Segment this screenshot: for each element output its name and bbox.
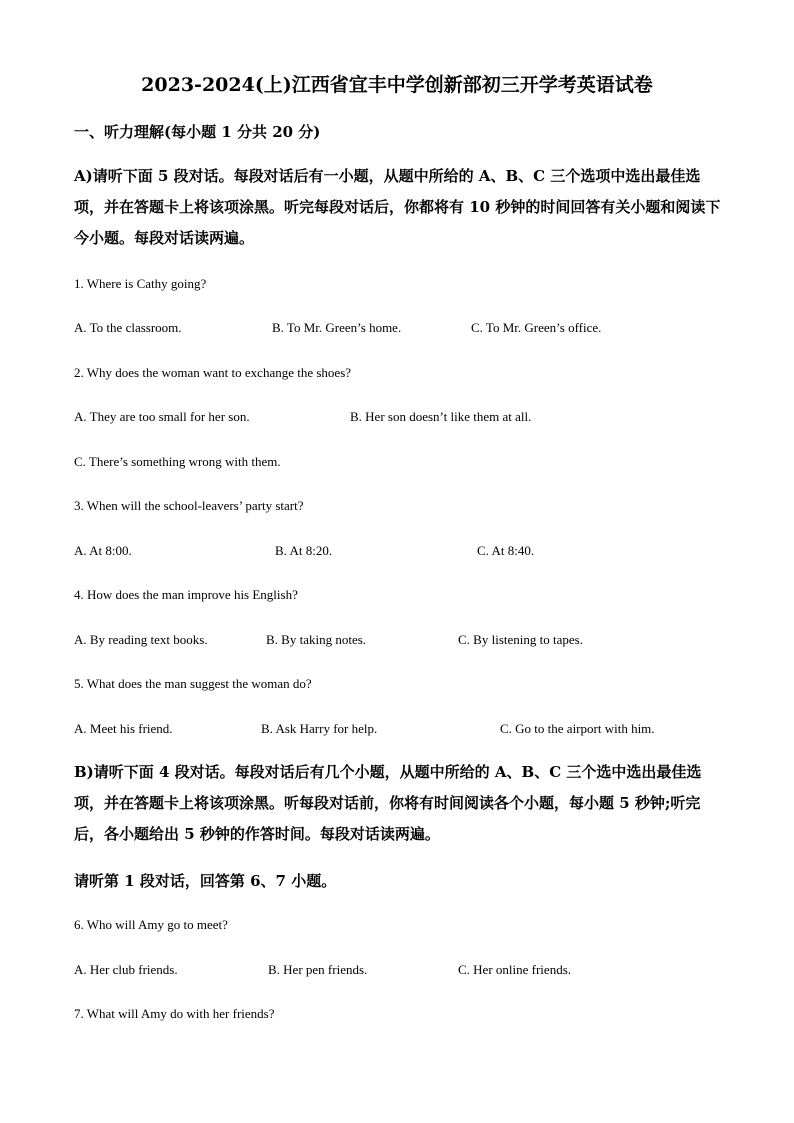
option-b: B. Her pen friends. — [268, 962, 368, 977]
option-a: A. They are too small for her son. — [74, 409, 250, 424]
part-a-instruction: A)请听下面 5 段对话。每段对话后有一小题，从题中所给的 A、B、C 三个选项中选出最佳选项，并在答题卡上将该项涂黑。听完每段对话后，你都将有 10 秒钟的时间回答有关小题和阅读下今小题。每段对话读两遍。 — [74, 167, 721, 247]
question-stem: 4. How does the man improve his English? — [74, 587, 298, 602]
page-title: 2023-2024(上)江西省宜丰中学创新部初三开学考英语试卷 — [141, 74, 653, 96]
option-c: C. Her online friends. — [458, 962, 572, 977]
part-b-instruction: B)请听下面 4 段对话。每段对话后有几个小题，从题中所给的 A、B、C 三个选中选出最佳选项，并在答题卡上将该项涂黑。听每段对话前，你将有时间阅读各个小题，每小题 5 秒钟;听完后，各小题给出 5 秒钟的作答时间。每段对话读两遍。 — [74, 763, 702, 843]
question-stem: 2. Why does the woman want to exchange the shoes? — [74, 365, 352, 380]
option-a: A. By reading text books. — [74, 632, 208, 647]
option-b: B. By taking notes. — [266, 632, 367, 647]
option-c: C. By listening to tapes. — [458, 632, 583, 647]
option-c: C. To Mr. Green’s office. — [471, 320, 602, 335]
option-a: A. At 8:00. — [74, 543, 132, 558]
option-b: B. To Mr. Green’s home. — [272, 320, 402, 335]
question-stem: 3. When will the school-leavers’ party start? — [74, 498, 304, 513]
option-c: C. There’s something wrong with them. — [74, 454, 281, 469]
option-a: A. To the classroom. — [74, 320, 182, 335]
option-c: C. At 8:40. — [477, 543, 535, 558]
option-a: A. Her club friends. — [74, 962, 178, 977]
question-stem: 7. What will Amy do with her friends? — [74, 1006, 275, 1021]
section-heading-listening: 一、听力理解(每小题 1 分共 20 分) — [74, 123, 321, 141]
question-stem: 6. Who will Amy go to meet? — [74, 917, 228, 932]
option-b: B. Her son doesn’t like them at all. — [350, 409, 532, 424]
question-stem: 1. Where is Cathy going? — [74, 276, 207, 291]
option-b: B. Ask Harry for help. — [261, 721, 378, 736]
question-stem: 5. What does the man suggest the woman do? — [74, 676, 312, 691]
option-a: A. Meet his friend. — [74, 721, 173, 736]
option-b: B. At 8:20. — [275, 543, 333, 558]
dialog-1-heading: 请听第 1 段对话，回答第 6、7 小题。 — [74, 872, 337, 890]
option-c: C. Go to the airport with him. — [500, 721, 655, 736]
